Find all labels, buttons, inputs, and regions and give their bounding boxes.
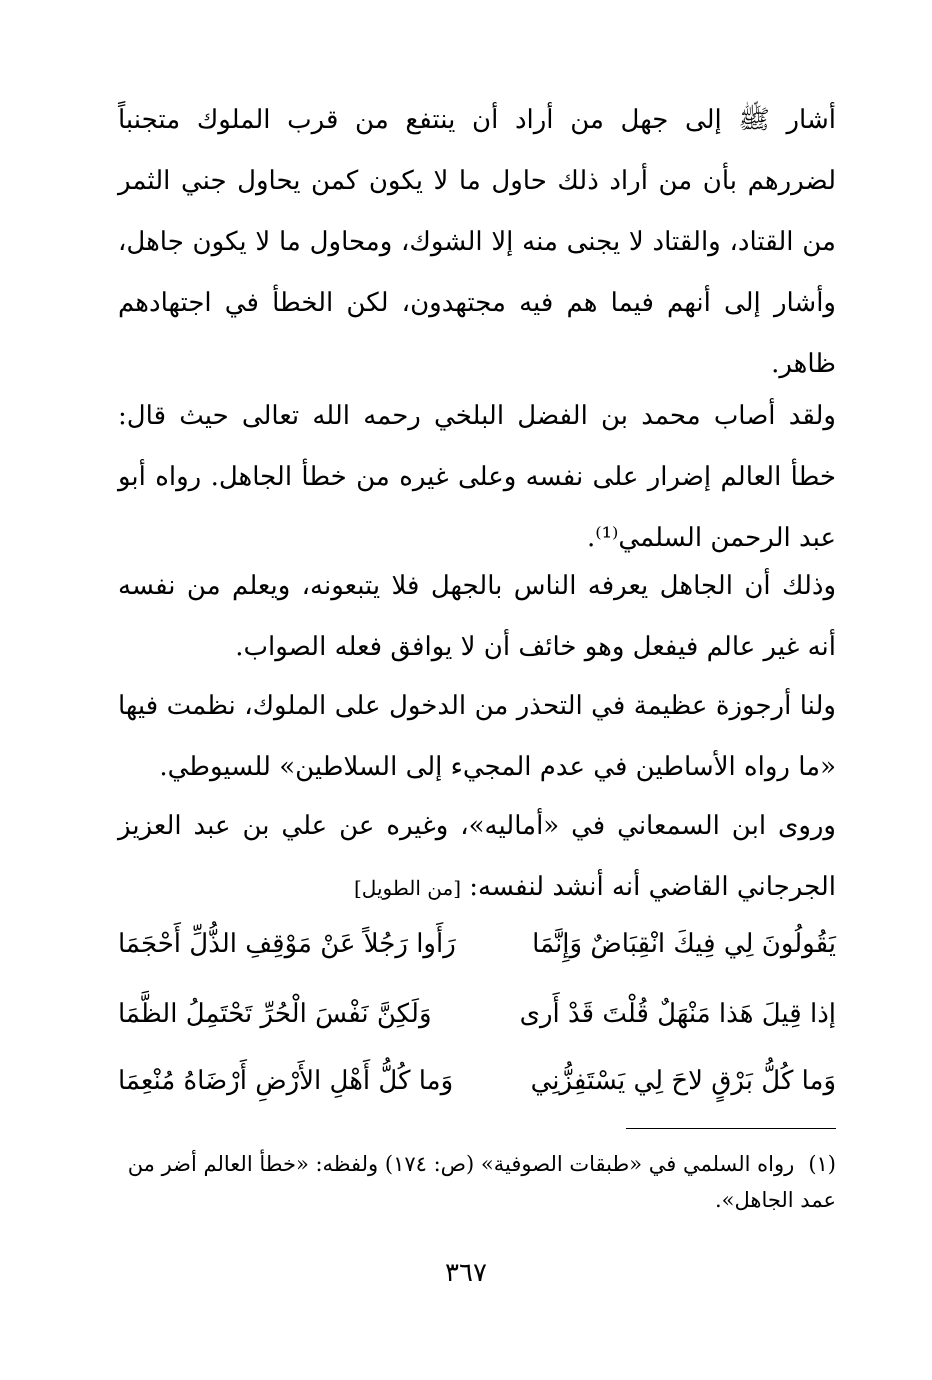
poem-meter: [من الطويل] bbox=[354, 876, 462, 900]
paragraph-4: ولنا أرجوزة عظيمة في التحذر من الدخول على الملوك، نظمت فيها «ما رواه الأساطين في عدم المجيء إلى السلاطين» للسيوطي. bbox=[118, 691, 836, 782]
verse-1 bbox=[118, 914, 836, 975]
paragraph-5-text: وروى ابن السمعاني في «أماليه»، وغيره عن علي بن عبد العزيز الجرجاني القاضي أنه أنشد لنفسه: bbox=[118, 811, 836, 902]
verse-3-second-hemistich: وَما كُلُّ أَهْلِ الأَرْضِ أَرْضَاهُ مُنْعِمَا bbox=[118, 1066, 454, 1096]
footnote-number: (١) bbox=[808, 1152, 836, 1176]
footnote bbox=[118, 1146, 836, 1218]
verse-2-second-hemistich: وَلَكِنَّ نَفْسَ الْحُرِّ تَحْتَمِلُ الظَّمَا bbox=[118, 999, 432, 1029]
verse-1-first-hemistich: يَقُولُونَ لِي فِيكَ انْقِبَاضٌ وَإِنَّمَا bbox=[532, 929, 836, 959]
verse-2 bbox=[118, 984, 836, 1045]
verse-3 bbox=[118, 1051, 836, 1112]
paragraph-2: ولقد أصاب محمد بن الفضل البلخي رحمه الله تعالى حيث قال: خطأ العالم إضرار على نفسه وعلى غيره من خطأ الجاهل. رواه أبو عبد الرحمن السلمي⁽¹⁾. bbox=[118, 401, 836, 553]
paragraph-1: أشار ﷺ إلى جهل من أراد أن ينتفع من قرب الملوك متجنباً لضررهم بأن من أراد ذلك حاول ما لا يكون كمن يحاول جني الثمر من القتاد، والقتاد لا يجنى منه إلا الشوك، ومحاول ما لا يكون جاهل، وأشار إلى أنهم فيما هم فيه مجتهدون، لكن الخطأ في اجتهادهم ظاهر. bbox=[118, 105, 836, 379]
paragraph-5 bbox=[118, 796, 836, 919]
verse-1-second-hemistich: رَأَوا رَجُلاً عَنْ مَوْقِفِ الذُّلِّ أَحْجَمَا bbox=[118, 929, 456, 959]
verse-2-first-hemistich: إذا قِيلَ هَذا مَنْهَلٌ قُلْتَ قَدْ أَرى bbox=[519, 999, 836, 1029]
footnote-text: رواه السلمي في «طبقات الصوفية» (ص: ١٧٤) ولفظه: «خطأ العالم أضر من عمد الجاهل». bbox=[127, 1152, 836, 1212]
verse-3-first-hemistich: وَما كُلُّ بَرْقٍ لاحَ لِي يَسْتَفِزُّنِي bbox=[530, 1066, 836, 1096]
page-number: ٣٦٧ bbox=[445, 1258, 487, 1288]
footnote-divider bbox=[626, 1128, 836, 1129]
paragraph-3: وذلك أن الجاهل يعرفه الناس بالجهل فلا يتبعونه، ويعلم من نفسه أنه غير عالم فيفعل وهو خائف أن لا يوافق فعله الصواب. bbox=[118, 571, 836, 662]
